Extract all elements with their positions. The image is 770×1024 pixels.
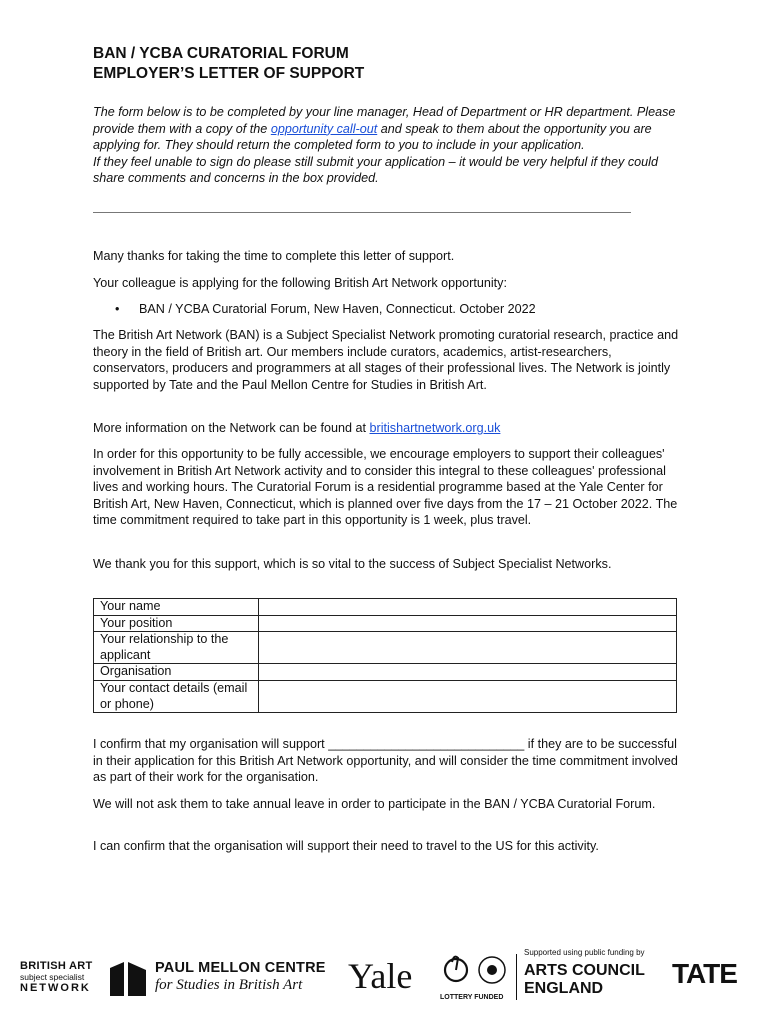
annual-leave-paragraph: We will not ask them to take annual leave in order to participate in the BAN / YCBA Curatorial Forum.: [93, 797, 656, 811]
row-value-field[interactable]: [259, 664, 677, 681]
intro-note: If they feel unable to sign do please still submit your application – it would be very helpful if they could share comments and concerns in the box provided.: [93, 154, 658, 186]
intro-instructions: [93, 104, 683, 187]
row-value-field[interactable]: [259, 615, 677, 632]
thank-support-paragraph: We thank you for this support, which is so vital to the success of Subject Specialist Networks.: [93, 557, 612, 571]
bullet-dot: •: [115, 302, 120, 316]
paul-mellon-centre-logo: PAUL MELLON CENTRE for Studies in British Art: [155, 960, 326, 993]
paul-mellon-centre-mark-icon: [108, 962, 152, 996]
title-line-2: EMPLOYER’S LETTER OF SUPPORT: [93, 65, 365, 82]
row-label: Your position: [94, 615, 259, 632]
intro-paragraph: The form below is to be completed by your line manager, Head of Department or HR department. Please provide them with a copy of the opportunity call-out and speak to them about the opportunity you are applying for. They should return the completed form to you to include in your application.: [93, 105, 676, 153]
row-label: Organisation: [94, 664, 259, 681]
britishartnetwork-link[interactable]: britishartnetwork.org.uk: [369, 421, 501, 435]
opportunity-call-out-link[interactable]: opportunity call-out: [270, 121, 378, 136]
divider: [93, 212, 631, 213]
table-row: [94, 632, 677, 664]
table-row: [94, 599, 677, 616]
thanks-paragraph: Many thanks for taking the time to complete this letter of support.: [93, 249, 455, 263]
applying-paragraph: Your colleague is applying for the following British Art Network opportunity:: [93, 276, 507, 290]
table-row: [94, 664, 677, 681]
confirm-support-paragraph: I confirm that my organisation will support ____________________________ if they are to be successful in their application for this British Art Network opportunity, and will consider the time commitment involved as part of their work for the organisation.: [93, 737, 678, 785]
tate-logo: TATE: [672, 958, 737, 989]
row-label: Your contact details (email or phone): [94, 680, 259, 712]
yale-logo: Yale: [348, 956, 413, 996]
row-label: Your relationship to the applicant: [94, 632, 259, 664]
table-row: [94, 680, 677, 712]
row-value-field[interactable]: [259, 680, 677, 712]
opportunity-list-item: BAN / YCBA Curatorial Forum, New Haven, Connecticut. October 2022: [139, 302, 536, 316]
accessibility-paragraph: In order for this opportunity to be fully accessible, we encourage employers to support their colleagues' involvement in British Art Network activity and to consider this integral to these colleagues' professional lives and working hours. The Curatorial Forum is a residential programme based at the Yale Center for British Art, New Haven, Connecticut, which is planned over five days from the 17 – 21 October 2022. The time commitment required to take part in this opportunity is 1 week, plus travel.: [93, 447, 678, 528]
row-value-field[interactable]: [259, 632, 677, 664]
supporter-details-table: [93, 598, 677, 713]
about-ban-paragraph: The British Art Network (BAN) is a Subject Specialist Network promoting curatorial research, practice and theory in the field of British art. Our members include curators, academics, artist-researchers, conservators, producers and programmers at all stages of their professional lives. The Network is jointly supported by Tate and the Paul Mellon Centre for Studies in British Art.: [93, 328, 679, 392]
british-art-network-logo: BRITISH ART subject specialist NETWORK: [20, 960, 93, 994]
funder-logos: [0, 940, 770, 1010]
title-line-1: BAN / YCBA CURATORIAL FORUM: [93, 45, 349, 62]
more-info-paragraph: More information on the Network can be found at britishartnetwork.org.uk: [93, 421, 501, 435]
travel-paragraph: I can confirm that the organisation will support their need to travel to the US for this activity.: [93, 839, 599, 853]
row-value-field[interactable]: [259, 599, 677, 616]
organisation-blank[interactable]: ____________________________: [328, 737, 525, 751]
lottery-funded-logo: LOTTERY FUNDED: [440, 950, 512, 1006]
logo-divider: [516, 954, 517, 1000]
arts-council-england-logo: Supported using public funding by ARTS COUNCIL ENGLAND: [524, 948, 645, 997]
page-title: [93, 44, 693, 84]
table-row: [94, 615, 677, 632]
crossed-fingers-icon: [440, 950, 512, 990]
row-label: Your name: [94, 599, 259, 616]
